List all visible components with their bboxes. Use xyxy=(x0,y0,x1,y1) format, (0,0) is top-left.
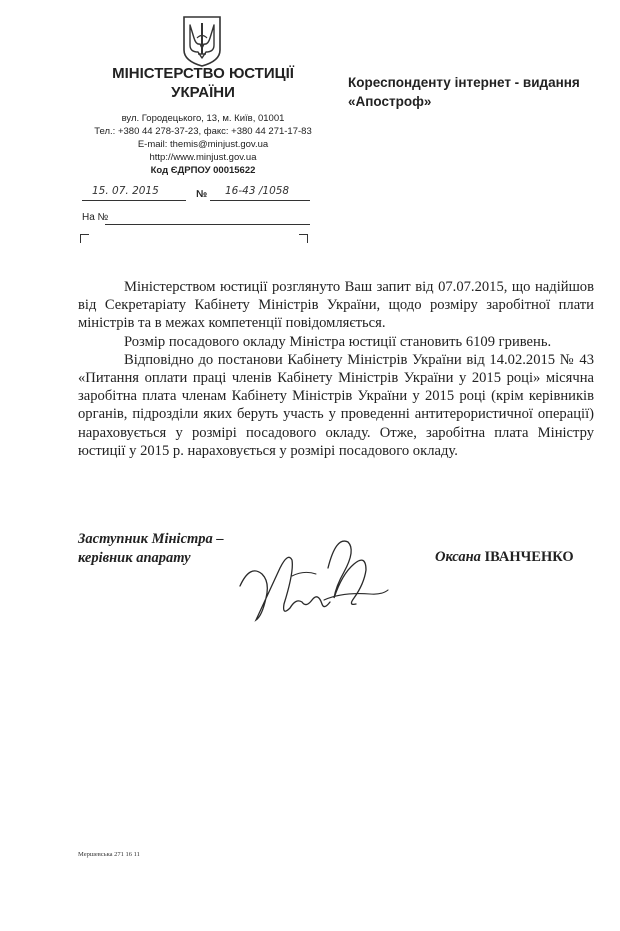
email: E-mail: themis@minjust.gov.ua xyxy=(137,139,269,150)
ministry-name-line2: УКРАЇНИ xyxy=(171,84,235,101)
date-line xyxy=(82,200,186,201)
recipient-line2: «Апостроф» xyxy=(348,94,432,109)
signatory-surname: ІВАНЧЕНКО xyxy=(484,549,574,565)
edrpou-code: Код ЄДРПОУ 00015622 xyxy=(150,165,256,176)
ministry-name-line1: МІНІСТЕРСТВО ЮСТИЦІЇ xyxy=(112,65,294,82)
signatory-title-line2: керівник апарату xyxy=(78,550,191,566)
address-corner-right xyxy=(299,234,308,243)
signatory-title-line1: Заступник Міністра – xyxy=(78,531,224,547)
ministry-name xyxy=(78,64,328,102)
paragraph-3: Відповідно до постанови Кабінету Міністрів України від 14.02.2015 № 43 «Питання оплати праці членів Кабінету Міністрів України у 2015 році» місячна заробітна плата членам Кабінету Міністрів України у 2015 році (крім керівників органів, підрозділи яких беруть участь у проведенні антитерористичної операції) нараховується у розмірі посадового окладу. Отже, заробітна плата Міністру юстиції у 2015 р. нараховується у розмірі посадового окладу. xyxy=(78,351,594,459)
address-corner-left xyxy=(80,234,89,243)
address: вул. Городецького, 13, м. Київ, 01001 xyxy=(121,113,285,124)
letter-body xyxy=(78,278,594,460)
reference-label: На № xyxy=(82,212,109,223)
handwritten-signature xyxy=(232,524,392,634)
signatory-first-name: Оксана xyxy=(435,549,481,565)
executor-note: Мершевська 271 16 11 xyxy=(78,851,140,858)
website: http://www.minjust.gov.ua xyxy=(149,152,257,163)
paragraph-2: Розмір посадового окладу Міністра юстиції становить 6109 гривень. xyxy=(124,333,552,350)
recipient xyxy=(348,73,608,111)
number-label: № xyxy=(196,189,208,200)
number-line xyxy=(210,200,310,201)
recipient-line1: Кореспонденту інтернет - видання xyxy=(348,75,580,90)
phone-fax: Тел.: +380 44 278-37-23, факс: +380 44 271-17-83 xyxy=(94,126,312,137)
reference-line xyxy=(105,224,310,225)
ministry-contacts xyxy=(78,112,328,177)
signatory-name xyxy=(435,549,574,566)
coat-of-arms-icon xyxy=(181,14,223,68)
outgoing-date: 15. 07. 2015 xyxy=(92,185,159,197)
paragraph-1: Міністерством юстиції розглянуто Ваш запит від 07.07.2015, що надійшов від Секретаріату Кабінету Міністрів України, щодо розміру заробітної плати міністрів та в межах компетенції повідомляється. xyxy=(78,279,594,332)
outgoing-number: 16-43 /1058 xyxy=(225,185,290,197)
